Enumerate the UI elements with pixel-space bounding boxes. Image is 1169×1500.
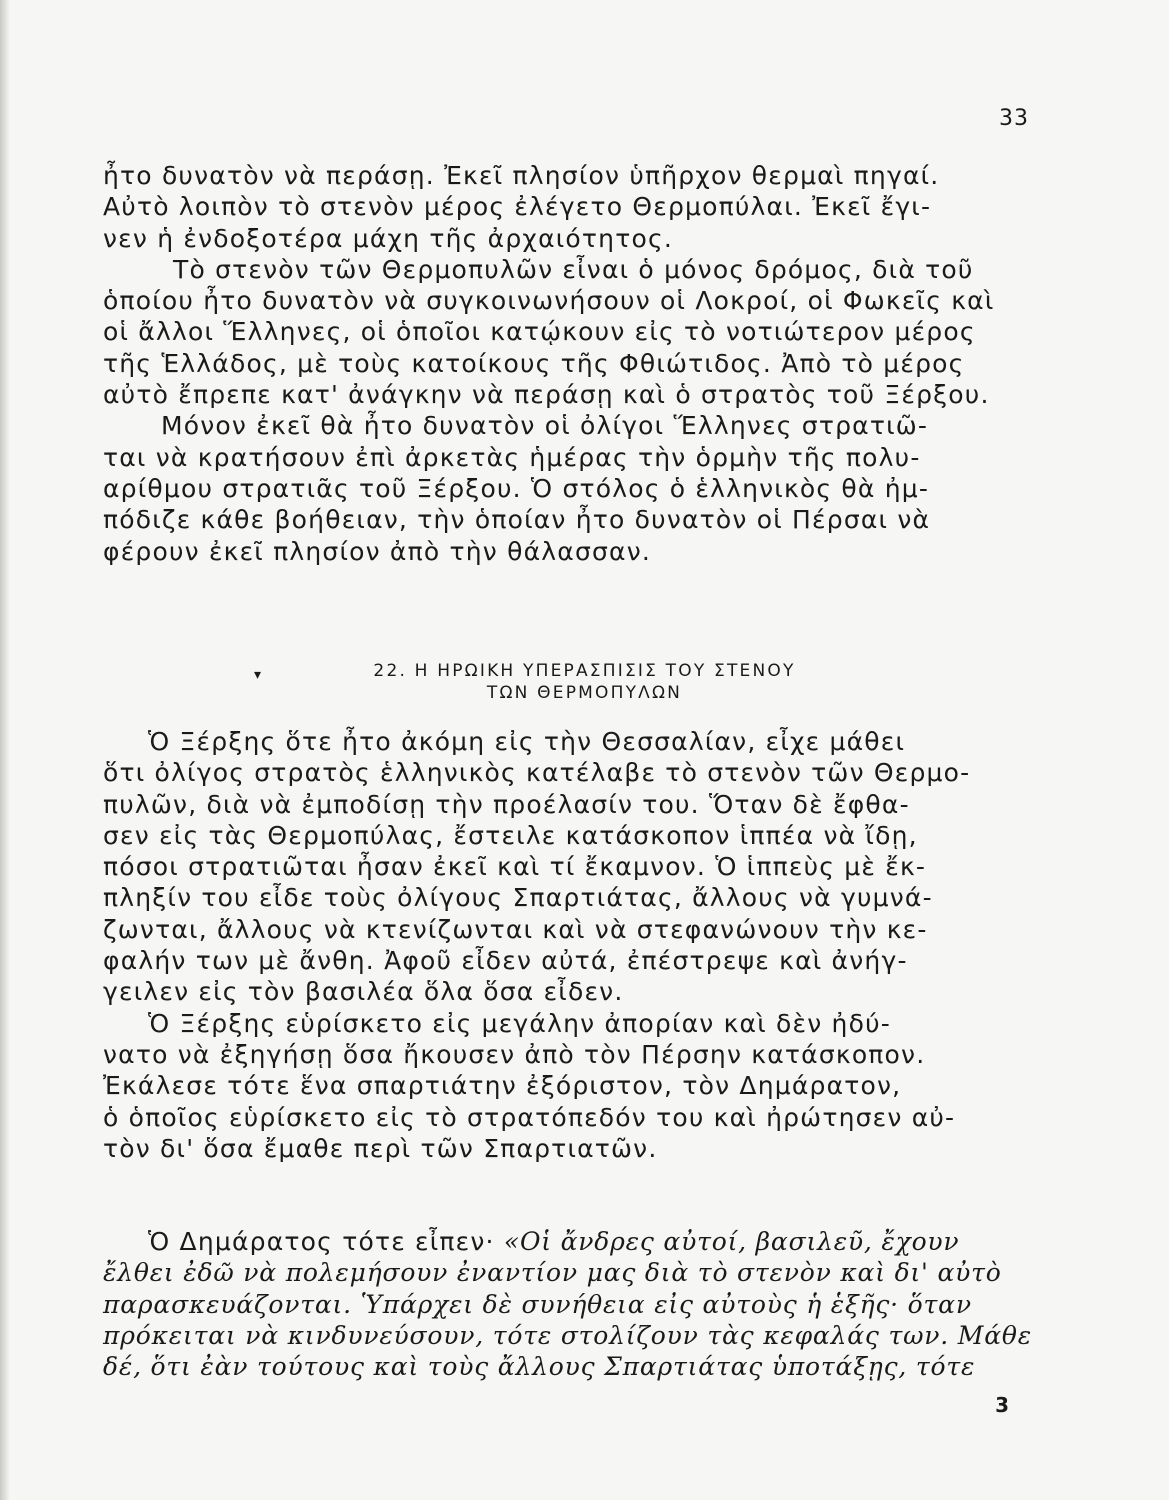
text-line: ἦτο δυνατὸν νὰ περάσῃ. Ἐκεῖ πλησίον ὑπῆρχον θερμαὶ πηγαί. xyxy=(103,161,940,190)
text-line: τῆς Ἑλλάδος, μὲ τοὺς κατοίκους τῆς Φθιώτιδος. Ἀπὸ τὸ μέρος xyxy=(103,348,965,378)
text-line: φαλήν των μὲ ἄνθη. Ἀφοῦ εἶδεν αὐτά, ἐπέστρεψε καὶ ἀνήγ- xyxy=(103,946,908,976)
section-heading xyxy=(0,660,1169,704)
text-line: ὅτι ὀλίγος στρατὸς ἑλληνικὸς κατέλαβε τὸ στενὸν τῶν Θερμο- xyxy=(103,758,971,788)
text-line: Τὸ στενὸν τῶν Θερμοπυλῶν εἶναι ὁ μόνος δρόμος, διὰ τοῦ xyxy=(173,254,974,284)
text-line: πόσοι στρατιῶται ἦσαν ἐκεῖ καὶ τί ἔκαμνον. Ὁ ἱππεὺς μὲ ἔκ- xyxy=(103,852,927,882)
text-line: Ὁ Ξέρξης εὑρίσκετο εἰς μεγάλην ἀπορίαν καὶ δὲν ἠδύ- xyxy=(148,1008,891,1038)
text-line: ὁ ὁποῖος εὑρίσκετο εἰς τὸ στρατόπεδόν του καὶ ἠρώτησεν αὐ- xyxy=(103,1102,956,1132)
signature-mark: 3 xyxy=(995,1393,1009,1417)
text-line: νεν ἡ ἐνδοξοτέρα μάχη τῆς ἀρχαιότητος. xyxy=(103,223,673,253)
text-line: νατο νὰ ἐξηγήσῃ ὅσα ἤκουσεν ἀπὸ τὸν Πέρσην κατάσκοπον. xyxy=(103,1039,926,1069)
speech-lead: Ὁ Δημάρατος τότε εἶπεν· xyxy=(148,1227,495,1256)
text-line: φέρουν ἐκεῖ πλησίον ἀπὸ τὴν θάλασσαν. xyxy=(103,536,652,566)
text-line: πυλῶν, διὰ νὰ ἐμποδίσῃ τὴν προέλασίν του. Ὅταν δὲ ἔφθα- xyxy=(103,789,910,819)
paragraph-demaratus-speech xyxy=(103,1226,1032,1382)
text-line: αρίθμου στρατιᾶς τοῦ Ξέρξου. Ὁ στόλος ὁ ἑλληνικὸς θὰ ἠμ- xyxy=(103,473,930,503)
text-line: Ὁ Ξέρξης ὅτε ἦτο ἀκόμη εἰς τὴν Θεσσαλίαν, εἶχε μάθει xyxy=(148,727,906,756)
paragraph-thermopylae-intro xyxy=(103,160,1023,567)
text-line: τὸν δι' ὅσα ἔμαθε περὶ τῶν Σπαρτιατῶν. xyxy=(103,1133,658,1163)
text-line: ται νὰ κρατήσουν ἐπὶ ἀρκετὰς ἡμέρας τὴν ὁρμὴν τῆς πολυ- xyxy=(103,442,921,472)
page-edge-shadow xyxy=(0,0,10,1500)
text-line: δέ, ὅτι ἐὰν τούτους καὶ τοὺς ἄλλους Σπαρτιάτας ὑποτάξῃς, τότε xyxy=(103,1352,976,1382)
heading-line-1: 22. Η ΗΡΩΙΚΗ ΥΠΕΡΑΣΠΙΣΙΣ ΤΟΥ ΣΤΕΝΟΥ xyxy=(373,661,796,681)
text-line: οἱ ἄλλοι Ἕλληνες, οἱ ὁποῖοι κατῴκουν εἰς τὸ νοτιώτερον μέρος xyxy=(103,317,976,347)
text-line: ὁποίου ἦτο δυνατὸν νὰ συγκοινωνήσουν οἱ Λοκροί, οἱ Φωκεῖς καὶ xyxy=(103,286,995,316)
text-line: πληξίν του εἶδε τοὺς ὀλίγους Σπαρτιάτας, ἄλλους νὰ γυμνά- xyxy=(103,883,933,913)
text-line: Ἐκάλεσε τότε ἕνα σπαρτιάτην ἐξόριστον, τὸν Δημάρατον, xyxy=(103,1071,902,1101)
speech-quote: «Οἱ ἄνδρες αὐτοί, βασιλεῦ, ἔχουν xyxy=(503,1227,960,1256)
text-line: Μόνον ἐκεῖ θὰ ἦτο δυνατὸν οἱ ὀλίγοι Ἕλληνες στρατιῶ- xyxy=(161,411,929,441)
text-line: πόδιζε κάθε βοήθειαν, τὴν ὁποίαν ἦτο δυνατὸν οἱ Πέρσαι νὰ xyxy=(103,505,931,535)
text-line: παρασκευάζονται. Ὑπάρχει δὲ συνήθεια εἰς αὐτοὺς ἡ ἑξῆς· ὅταν xyxy=(103,1289,972,1319)
text-line: σεν εἰς τὰς Θερμοπύλας, ἔστειλε κατάσκοπον ἱππέα νὰ ἴδῃ, xyxy=(103,820,918,850)
text-line: ἔλθει ἐδῶ νὰ πολεμήσουν ἐναντίον μας διὰ τὸ στενὸν καὶ δι' αὐτὸ xyxy=(103,1258,1002,1288)
text-line: γειλεν εἰς τὸν βασιλέα ὅλα ὅσα εἶδεν. xyxy=(103,977,624,1007)
text-line: αὐτὸ ἔπρεπε κατ' ἀνάγκην νὰ περάσῃ καὶ ὁ στρατὸς τοῦ Ξέρξου. xyxy=(103,380,990,410)
text-line: ζωνται, ἄλλους νὰ κτενίζωνται καὶ νὰ στεφανώνουν τὴν κε- xyxy=(103,914,928,944)
heading-line-2: ΤΩΝ ΘΕΡΜΟΠΥΛΩΝ xyxy=(486,683,683,703)
text-line xyxy=(103,1226,1023,1257)
text-line: Αὐτὸ λοιπὸν τὸ στενὸν μέρος ἐλέγετο Θερμοπύλαι. Ἐκεῖ ἔγι- xyxy=(103,192,932,222)
text-line: πρόκειται νὰ κινδυνεύσουν, τότε στολίζουν τὰς κεφαλάς των. Μάθε xyxy=(103,1320,1032,1350)
paragraph-xerxes-scout xyxy=(103,726,1023,1164)
heading-marker: ▾ xyxy=(254,667,264,683)
page-number: 33 xyxy=(999,106,1029,131)
